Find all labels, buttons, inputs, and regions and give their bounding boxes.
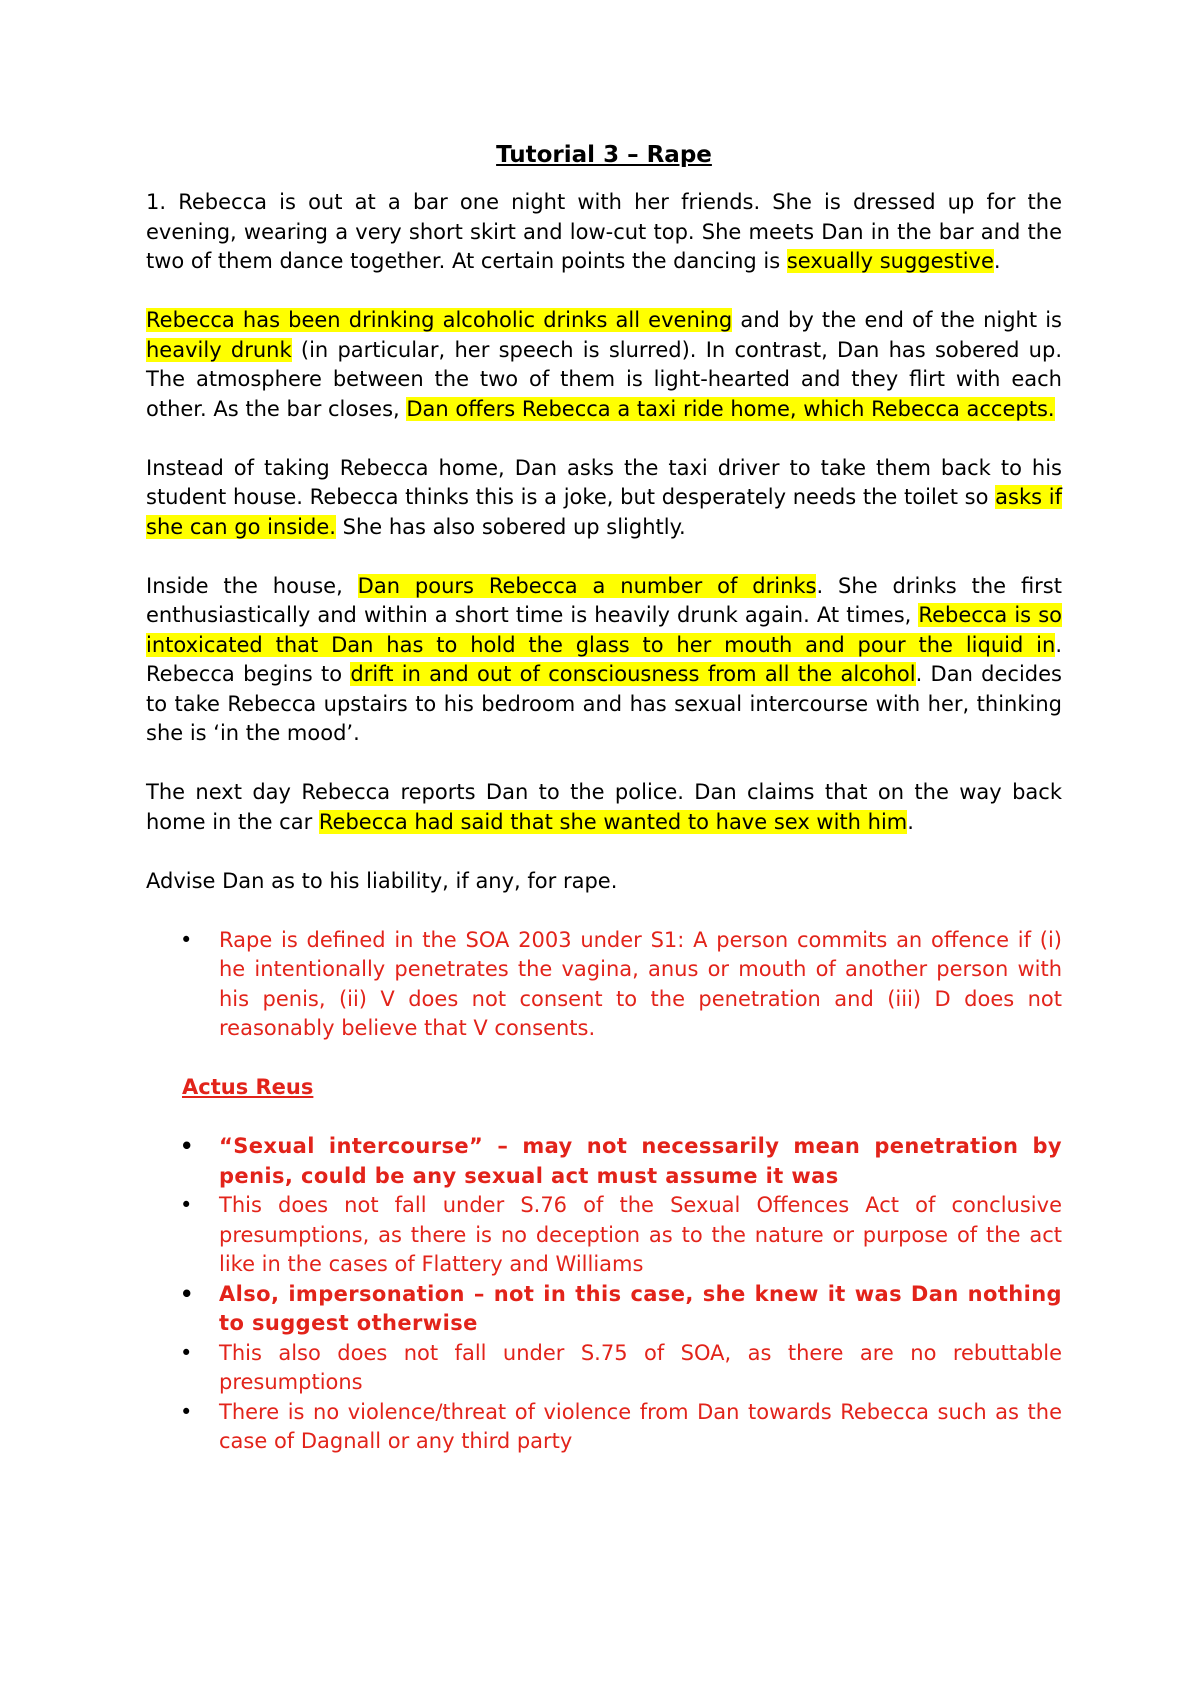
highlighted-text: Rebecca has been drinking alcoholic drinks all evening <box>146 308 733 332</box>
bullet-icon: • <box>180 1193 193 1217</box>
text-segment: . <box>993 249 1001 273</box>
actus-reus-heading: Actus Reus <box>182 1075 314 1099</box>
list-item <box>146 1132 1062 1191</box>
list-item-text: Also, impersonation – not in this case, she knew it was Dan nothing to suggest otherwise <box>219 1281 1062 1335</box>
list-item <box>146 1280 1062 1339</box>
list-item <box>146 1339 1062 1398</box>
list-item-text: This also does not fall under S.75 of SOA, as there are no rebuttable presumptions <box>219 1340 1062 1394</box>
bullet-icon: • <box>180 1281 194 1306</box>
highlighted-text: drift in and out of consciousness from all the alcohol <box>350 662 916 686</box>
bullet-icon: • <box>180 927 193 952</box>
bullet-icon: • <box>180 1399 193 1424</box>
text-segment: She has also sobered up slightly. <box>335 514 686 539</box>
bullet-icon: • <box>180 1134 194 1158</box>
list-item <box>146 1398 1062 1457</box>
highlighted-text: Rebecca had said that she wanted to have sex with him <box>318 809 908 834</box>
highlighted-text: Dan pours Rebecca a number of drinks <box>357 573 817 598</box>
text-segment: . <box>907 809 914 834</box>
bullet-icon: • <box>180 1340 193 1365</box>
text-segment: Advise Dan as to his liability, if any, for rape. <box>146 868 618 893</box>
text-segment: . Dan decides to take Rebecca upstairs to his bedroom and has sexual intercourse with her, thinking she is ‘in the mood’. <box>146 662 1062 745</box>
text-segment: Instead of taking Rebecca home, Dan asks the taxi driver to take them back to his student house. Rebecca thinks this is a joke, but desperately needs the toilet so <box>146 455 1062 509</box>
highlighted-text: asks if she can go inside. <box>146 485 1062 539</box>
question-paragraph-1 <box>146 188 1062 277</box>
list-item <box>146 1191 1062 1280</box>
list-item-text: Rape is defined in the SOA 2003 under S1: A person commits an offence if (i) he intentionally penetrates the vagina, anus or mouth of another person with his penis, (ii) V does not consent to the penetration and (iii) D does not reasonably believe that V consents. <box>219 927 1062 1040</box>
document-title: Tutorial 3 – Rape <box>496 142 712 168</box>
text-segment: . She drinks the first enthusiastically and within a short time is heavily drunk again. At times, <box>146 573 1062 627</box>
list-item <box>146 926 1062 1044</box>
question-paragraph-4 <box>146 572 1062 749</box>
list-item-text: There is no violence/threat of violence from Dan towards Rebecca such as the case of Dagnall or any third party <box>219 1399 1062 1453</box>
text-segment: and by the end of the night is <box>732 308 1062 332</box>
text-segment: (in particular, her speech is slurred). In contrast, Dan has sobered up. The atmosphere between the two of them is light-hearted and they flirt with each other. As the bar closes, <box>146 337 1062 421</box>
actus-reus-list <box>146 1132 1062 1457</box>
question-paragraph-3 <box>146 454 1062 543</box>
question-paragraph-5 <box>146 778 1062 837</box>
highlighted-text: Dan offers Rebecca a taxi ride home, which Rebecca accepts. <box>406 396 1055 421</box>
definition-list <box>146 926 1062 1044</box>
list-item-text: This does not fall under S.76 of the Sexual Offences Act of conclusive presumptions, as there is no deception as to the nature or purpose of the act like in the cases of Flattery and Williams <box>219 1193 1062 1276</box>
highlighted-text: heavily drunk <box>146 337 292 362</box>
text-segment: . Rebecca begins to <box>146 632 1062 686</box>
text-segment: Inside the house, <box>146 573 358 598</box>
text-segment: The next day Rebecca reports Dan to the police. Dan claims that on the way back home in the car <box>146 780 1062 834</box>
list-item-text: “Sexual intercourse” – may not necessarily mean penetration by penis, could be any sexual act must assume it was <box>219 1134 1062 1188</box>
text-segment: 1. Rebecca is out at a bar one night with her friends. She is dressed up for the evening, wearing a very short skirt and low-cut top. She meets Dan in the bar and the two of them dance together. At certain points the dancing is <box>146 190 1062 273</box>
question-paragraph-2 <box>146 306 1062 424</box>
highlighted-text: sexually suggestive <box>786 249 994 273</box>
question-instruction <box>146 867 1062 897</box>
highlighted-text: Rebecca is so intoxicated that Dan has to hold the glass to her mouth and pour the liquid in <box>146 603 1062 657</box>
document-page <box>146 140 1062 1486</box>
